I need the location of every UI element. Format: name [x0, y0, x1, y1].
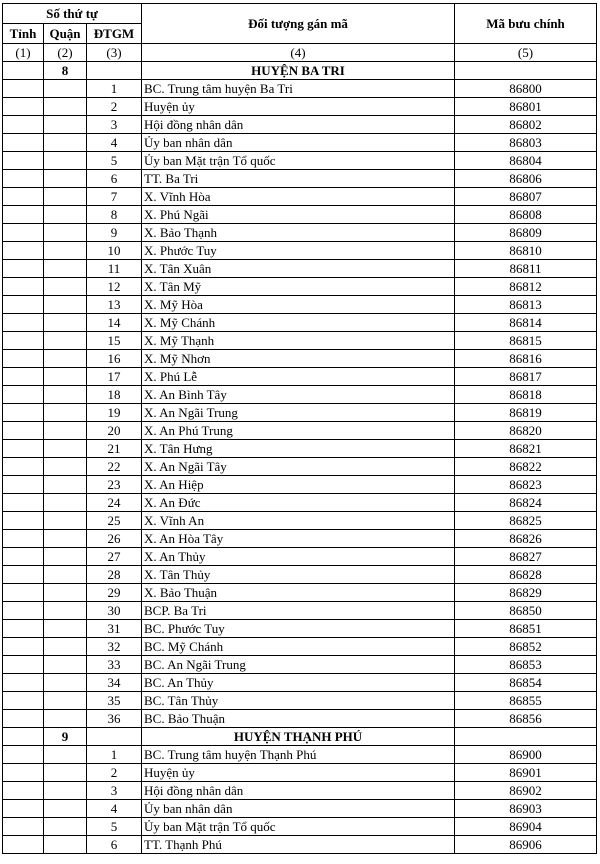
- quan-cell: [44, 638, 87, 656]
- tinh-cell: [3, 152, 44, 170]
- quan-cell: [44, 242, 87, 260]
- tinh-cell: [3, 494, 44, 512]
- quan-cell: [44, 692, 87, 710]
- dtgm-number: 26: [87, 530, 142, 548]
- quan-cell: [44, 134, 87, 152]
- postal-code: 86856: [455, 710, 597, 728]
- dtgm-cell: [87, 728, 142, 746]
- tinh-cell: [3, 242, 44, 260]
- district-title: HUYỆN THẠNH PHÚ: [142, 728, 455, 746]
- stt-group-header: Số thứ tự: [3, 4, 142, 24]
- object-name: BC. Bảo Thuận: [142, 710, 455, 728]
- postal-code: 86853: [455, 656, 597, 674]
- col-number-2: (2): [44, 44, 87, 62]
- dtgm-number: 4: [87, 800, 142, 818]
- quan-cell: [44, 602, 87, 620]
- col-number-1: (1): [3, 44, 44, 62]
- tinh-cell: [3, 530, 44, 548]
- object-name: BC. Phước Tuy: [142, 620, 455, 638]
- object-name: X. Vĩnh An: [142, 512, 455, 530]
- tinh-cell: [3, 746, 44, 764]
- object-name: Hội đồng nhân dân: [142, 782, 455, 800]
- dtgm-number: 1: [87, 746, 142, 764]
- table-row: [3, 188, 597, 206]
- quan-cell: [44, 548, 87, 566]
- object-name: X. An Hòa Tây: [142, 530, 455, 548]
- tinh-cell: [3, 206, 44, 224]
- postal-code: 86827: [455, 548, 597, 566]
- tinh-cell: [3, 224, 44, 242]
- tinh-cell: [3, 800, 44, 818]
- tinh-cell: [3, 458, 44, 476]
- dtgm-number: 3: [87, 782, 142, 800]
- object-name: Hội đồng nhân dân: [142, 116, 455, 134]
- object-name: BC. Mỹ Chánh: [142, 638, 455, 656]
- table-row: [3, 692, 597, 710]
- quan-cell: [44, 98, 87, 116]
- table-row: [3, 584, 597, 602]
- postal-code: 86828: [455, 566, 597, 584]
- dtgm-number: 33: [87, 656, 142, 674]
- tinh-cell: [3, 548, 44, 566]
- quan-cell: [44, 764, 87, 782]
- table-row: [3, 602, 597, 620]
- table-row: [3, 368, 597, 386]
- tinh-cell: [3, 764, 44, 782]
- object-name: Ủy ban nhân dân: [142, 134, 455, 152]
- object-name: X. An Đức: [142, 494, 455, 512]
- dtgm-number: 2: [87, 98, 142, 116]
- tinh-cell: [3, 278, 44, 296]
- tinh-cell: [3, 692, 44, 710]
- quan-cell: [44, 440, 87, 458]
- postal-code: 86816: [455, 350, 597, 368]
- quan-cell: [44, 476, 87, 494]
- tinh-cell: [3, 602, 44, 620]
- district-section-row: [3, 62, 597, 80]
- quan-cell: [44, 116, 87, 134]
- object-name: X. An Phú Trung: [142, 422, 455, 440]
- table-row: [3, 134, 597, 152]
- dtgm-number: 9: [87, 224, 142, 242]
- table-row: [3, 566, 597, 584]
- table-row: [3, 152, 597, 170]
- postal-code: 86906: [455, 836, 597, 854]
- table-row: [3, 242, 597, 260]
- dtgm-cell: [87, 62, 142, 80]
- column-number-row: [3, 44, 597, 62]
- tinh-cell: [3, 296, 44, 314]
- postal-code: 86810: [455, 242, 597, 260]
- dtgm-number: 18: [87, 386, 142, 404]
- table-row: [3, 836, 597, 854]
- dtgm-number: 5: [87, 818, 142, 836]
- table-row: [3, 440, 597, 458]
- table-row: [3, 476, 597, 494]
- ma-buu-chinh-header: Mã bưu chính: [455, 4, 597, 44]
- table-row: [3, 494, 597, 512]
- district-title: HUYỆN BA TRI: [142, 62, 455, 80]
- table-row: [3, 278, 597, 296]
- quan-cell: [44, 368, 87, 386]
- tinh-cell: [3, 170, 44, 188]
- table-row: [3, 332, 597, 350]
- tinh-cell: [3, 782, 44, 800]
- quan-cell: [44, 782, 87, 800]
- postal-code: 86809: [455, 224, 597, 242]
- tinh-cell: [3, 134, 44, 152]
- postal-code: 86817: [455, 368, 597, 386]
- table-body: [3, 62, 597, 854]
- quan-cell: [44, 260, 87, 278]
- quan-cell: [44, 386, 87, 404]
- dtgm-number: 25: [87, 512, 142, 530]
- tinh-cell: [3, 80, 44, 98]
- table-row: [3, 314, 597, 332]
- postal-code: 86802: [455, 116, 597, 134]
- quan-cell: [44, 836, 87, 854]
- tinh-cell: [3, 476, 44, 494]
- quan-cell: [44, 296, 87, 314]
- dtgm-number: 10: [87, 242, 142, 260]
- dtgm-number: 28: [87, 566, 142, 584]
- object-name: X. Vĩnh Hòa: [142, 188, 455, 206]
- table-row: [3, 782, 597, 800]
- tinh-cell: [3, 404, 44, 422]
- postal-code: 86804: [455, 152, 597, 170]
- postal-code: 86812: [455, 278, 597, 296]
- table-row: [3, 422, 597, 440]
- postal-code: 86803: [455, 134, 597, 152]
- tinh-cell: [3, 440, 44, 458]
- table-row: [3, 170, 597, 188]
- object-name: BC. Tân Thủy: [142, 692, 455, 710]
- tinh-cell: [3, 116, 44, 134]
- object-name: BC. Trung tâm huyện Ba Tri: [142, 80, 455, 98]
- tinh-cell: [3, 836, 44, 854]
- table-row: [3, 350, 597, 368]
- table-row: [3, 710, 597, 728]
- quan-cell: [44, 152, 87, 170]
- postal-code: 86824: [455, 494, 597, 512]
- object-name: BCP. Ba Tri: [142, 602, 455, 620]
- object-name: X. An Bình Tây: [142, 386, 455, 404]
- postal-code: 86800: [455, 80, 597, 98]
- postal-code: 86806: [455, 170, 597, 188]
- object-name: X. Bảo Thạnh: [142, 224, 455, 242]
- quan-number-cell: 9: [44, 728, 87, 746]
- object-name: Ủy ban nhân dân: [142, 800, 455, 818]
- quan-cell: [44, 332, 87, 350]
- quan-cell: [44, 584, 87, 602]
- table-row: [3, 98, 597, 116]
- quan-cell: [44, 566, 87, 584]
- dtgm-number: 12: [87, 278, 142, 296]
- tinh-header: Tỉnh: [3, 24, 44, 44]
- object-name: X. Mỹ Thạnh: [142, 332, 455, 350]
- postal-code: 86852: [455, 638, 597, 656]
- postal-code: 86815: [455, 332, 597, 350]
- table-row: [3, 818, 597, 836]
- quan-cell: [44, 80, 87, 98]
- quan-cell: [44, 512, 87, 530]
- dtgm-number: 8: [87, 206, 142, 224]
- object-name: X. Tân Mỹ: [142, 278, 455, 296]
- dtgm-number: 32: [87, 638, 142, 656]
- dtgm-number: 6: [87, 170, 142, 188]
- dtgm-number: 20: [87, 422, 142, 440]
- postal-code: 86901: [455, 764, 597, 782]
- postal-code: 86822: [455, 458, 597, 476]
- tinh-cell: [3, 566, 44, 584]
- postal-code: 86825: [455, 512, 597, 530]
- postal-code: 86820: [455, 422, 597, 440]
- tinh-cell: [3, 422, 44, 440]
- dtgm-number: 17: [87, 368, 142, 386]
- object-name: X. Tân Xuân: [142, 260, 455, 278]
- tinh-cell: [3, 620, 44, 638]
- table-row: [3, 206, 597, 224]
- postal-code: 86814: [455, 314, 597, 332]
- postal-code: 86821: [455, 440, 597, 458]
- object-name: Huyện ủy: [142, 764, 455, 782]
- dtgm-number: 27: [87, 548, 142, 566]
- postal-code: 86819: [455, 404, 597, 422]
- postal-code: 86903: [455, 800, 597, 818]
- dtgm-number: 6: [87, 836, 142, 854]
- tinh-cell: [3, 188, 44, 206]
- quan-cell: [44, 494, 87, 512]
- dtgm-number: 2: [87, 764, 142, 782]
- quan-cell: [44, 422, 87, 440]
- quan-number-cell: 8: [44, 62, 87, 80]
- tinh-cell: [3, 350, 44, 368]
- object-name: Huyện ủy: [142, 98, 455, 116]
- quan-cell: [44, 206, 87, 224]
- postal-code: 86851: [455, 620, 597, 638]
- postal-code: 86829: [455, 584, 597, 602]
- postal-code: 86811: [455, 260, 597, 278]
- table-row: [3, 764, 597, 782]
- postal-code: 86855: [455, 692, 597, 710]
- dtgm-number: 13: [87, 296, 142, 314]
- object-name: X. Phú Lễ: [142, 368, 455, 386]
- table-row: [3, 116, 597, 134]
- tinh-cell: [3, 62, 44, 80]
- object-name: TT. Ba Tri: [142, 170, 455, 188]
- code-cell: [455, 728, 597, 746]
- object-name: X. An Ngãi Trung: [142, 404, 455, 422]
- object-name: X. An Ngãi Tây: [142, 458, 455, 476]
- dtgm-number: 1: [87, 80, 142, 98]
- object-name: BC. An Thủy: [142, 674, 455, 692]
- dtgm-number: 34: [87, 674, 142, 692]
- tinh-cell: [3, 584, 44, 602]
- object-name: X. Phú Ngãi: [142, 206, 455, 224]
- postal-code: 86813: [455, 296, 597, 314]
- table-row: [3, 296, 597, 314]
- quan-cell: [44, 170, 87, 188]
- tinh-cell: [3, 656, 44, 674]
- quan-cell: [44, 314, 87, 332]
- table-row: [3, 404, 597, 422]
- postal-code: 86854: [455, 674, 597, 692]
- quan-cell: [44, 188, 87, 206]
- doi-tuong-header: Đối tượng gán mã: [142, 4, 455, 44]
- quan-cell: [44, 818, 87, 836]
- quan-cell: [44, 746, 87, 764]
- tinh-cell: [3, 98, 44, 116]
- dtgm-number: 21: [87, 440, 142, 458]
- tinh-cell: [3, 512, 44, 530]
- dtgm-number: 4: [87, 134, 142, 152]
- dtgm-number: 15: [87, 332, 142, 350]
- table-row: [3, 638, 597, 656]
- quan-cell: [44, 224, 87, 242]
- col-number-5: (5): [455, 44, 597, 62]
- object-name: TT. Thạnh Phú: [142, 836, 455, 854]
- object-name: X. An Hiệp: [142, 476, 455, 494]
- quan-cell: [44, 710, 87, 728]
- table-row: [3, 512, 597, 530]
- quan-cell: [44, 674, 87, 692]
- quan-cell: [44, 620, 87, 638]
- object-name: X. Phước Tuy: [142, 242, 455, 260]
- tinh-cell: [3, 386, 44, 404]
- tinh-cell: [3, 314, 44, 332]
- code-cell: [455, 62, 597, 80]
- quan-cell: [44, 404, 87, 422]
- table-row: [3, 656, 597, 674]
- col-number-3: (3): [87, 44, 142, 62]
- dtgm-number: 22: [87, 458, 142, 476]
- table-row: [3, 386, 597, 404]
- object-name: X. Tân Thủy: [142, 566, 455, 584]
- quan-cell: [44, 800, 87, 818]
- tinh-cell: [3, 638, 44, 656]
- table-row: [3, 548, 597, 566]
- postal-code: 86801: [455, 98, 597, 116]
- table-row: [3, 224, 597, 242]
- dtgm-number: 23: [87, 476, 142, 494]
- table-row: [3, 620, 597, 638]
- dtgm-number: 36: [87, 710, 142, 728]
- dtgm-number: 16: [87, 350, 142, 368]
- dtgm-number: 24: [87, 494, 142, 512]
- postal-code: 86826: [455, 530, 597, 548]
- object-name: X. An Thủy: [142, 548, 455, 566]
- dtgm-number: 31: [87, 620, 142, 638]
- object-name: X. Mỹ Chánh: [142, 314, 455, 332]
- quan-cell: [44, 278, 87, 296]
- quan-cell: [44, 530, 87, 548]
- object-name: BC. Trung tâm huyện Thạnh Phú: [142, 746, 455, 764]
- dtgm-number: 5: [87, 152, 142, 170]
- tinh-cell: [3, 710, 44, 728]
- postal-code: 86904: [455, 818, 597, 836]
- dtgm-number: 35: [87, 692, 142, 710]
- dtgm-number: 11: [87, 260, 142, 278]
- table-header: [3, 4, 597, 62]
- object-name: X. Tân Hưng: [142, 440, 455, 458]
- tinh-cell: [3, 368, 44, 386]
- quan-header: Quận: [44, 24, 87, 44]
- table-row: [3, 674, 597, 692]
- dtgm-number: 30: [87, 602, 142, 620]
- postal-code: 86808: [455, 206, 597, 224]
- dtgm-number: 7: [87, 188, 142, 206]
- tinh-cell: [3, 674, 44, 692]
- col-number-4: (4): [142, 44, 455, 62]
- dtgm-header: ĐTGM: [87, 24, 142, 44]
- dtgm-number: 29: [87, 584, 142, 602]
- object-name: Ủy ban Mặt trận Tổ quốc: [142, 152, 455, 170]
- dtgm-number: 3: [87, 116, 142, 134]
- postal-code: 86823: [455, 476, 597, 494]
- postal-code-table: [2, 3, 597, 854]
- table-row: [3, 458, 597, 476]
- postal-code: 86818: [455, 386, 597, 404]
- tinh-cell: [3, 728, 44, 746]
- postal-code: 86807: [455, 188, 597, 206]
- quan-cell: [44, 656, 87, 674]
- object-name: X. Bảo Thuận: [142, 584, 455, 602]
- postal-code: 86900: [455, 746, 597, 764]
- postal-code: 86850: [455, 602, 597, 620]
- object-name: BC. An Ngãi Trung: [142, 656, 455, 674]
- postal-code-document: [2, 3, 596, 854]
- quan-cell: [44, 350, 87, 368]
- table-row: [3, 746, 597, 764]
- dtgm-number: 19: [87, 404, 142, 422]
- postal-code: 86902: [455, 782, 597, 800]
- table-row: [3, 530, 597, 548]
- tinh-cell: [3, 260, 44, 278]
- table-row: [3, 800, 597, 818]
- object-name: Ủy ban Mặt trận Tổ quốc: [142, 818, 455, 836]
- object-name: X. Mỹ Hòa: [142, 296, 455, 314]
- district-section-row: [3, 728, 597, 746]
- quan-cell: [44, 458, 87, 476]
- object-name: X. Mỹ Nhơn: [142, 350, 455, 368]
- tinh-cell: [3, 818, 44, 836]
- table-row: [3, 260, 597, 278]
- table-row: [3, 80, 597, 98]
- tinh-cell: [3, 332, 44, 350]
- dtgm-number: 14: [87, 314, 142, 332]
